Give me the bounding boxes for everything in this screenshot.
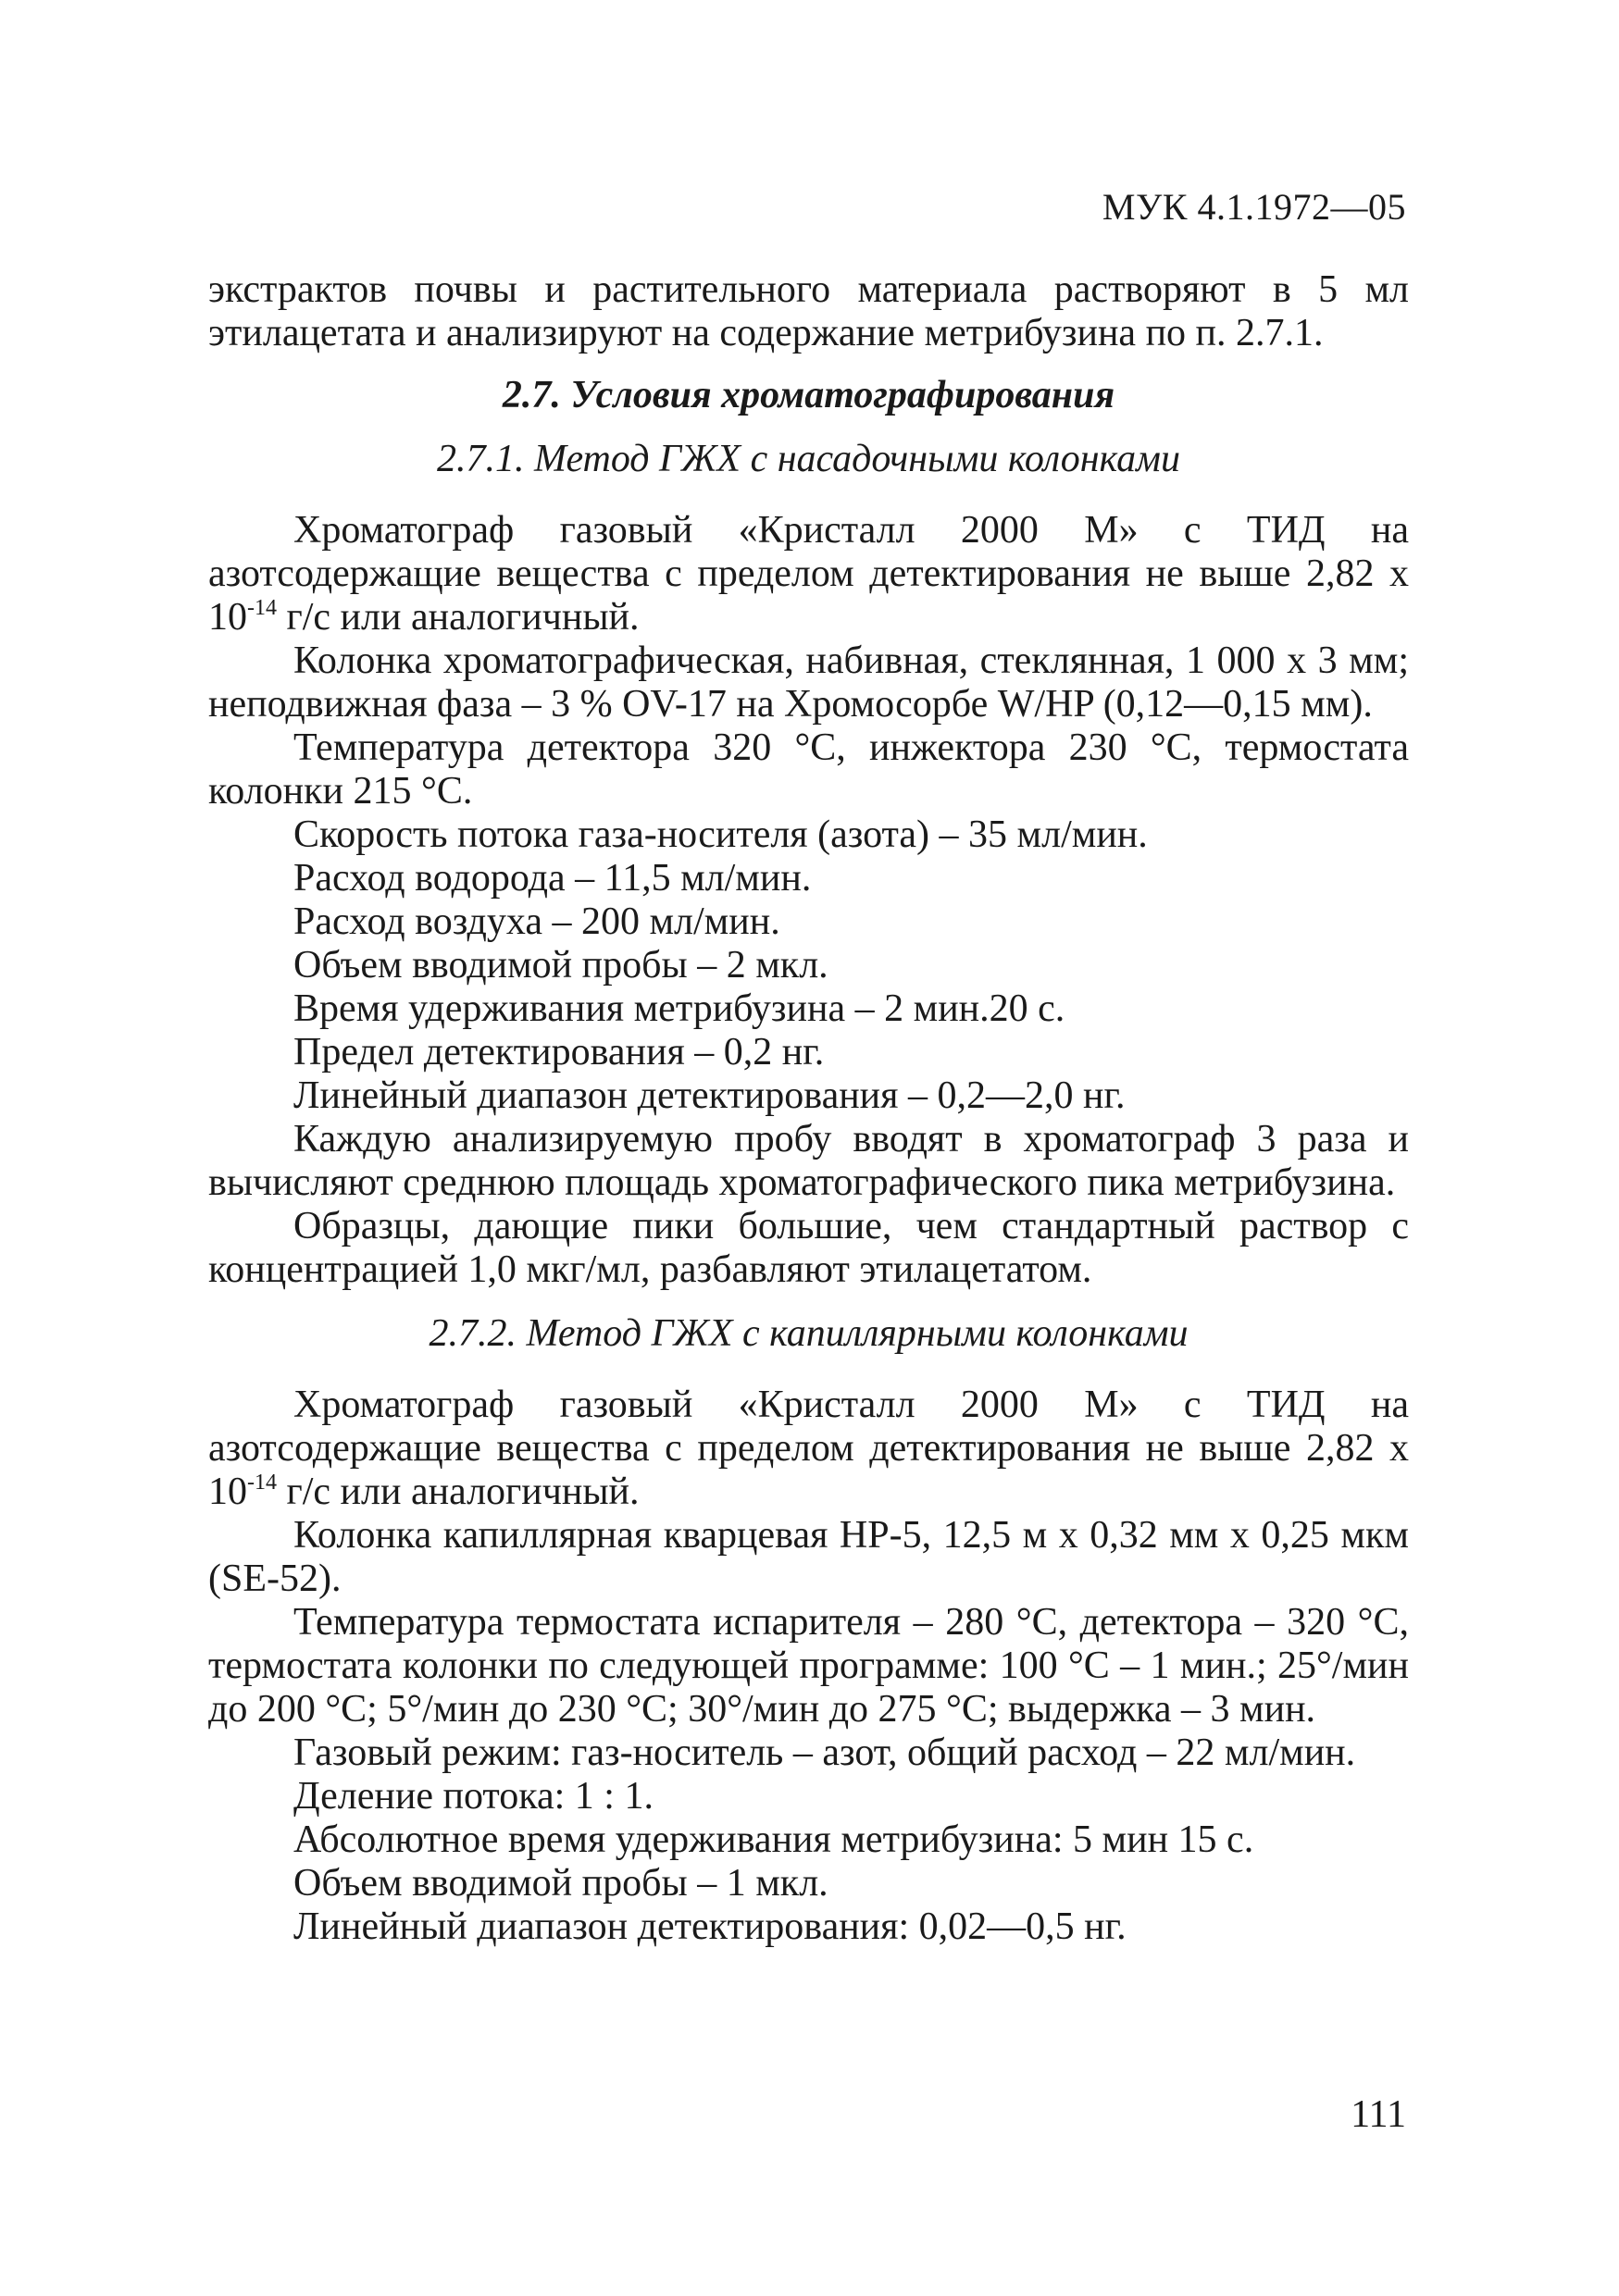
- linear-range-line-1: Линейный диапазон детектирования – 0,2—2,0 нг.: [293, 1074, 1126, 1117]
- subsection-title-2-7-1: 2.7.1. Метод ГЖХ с насадочными колонками: [437, 438, 1180, 480]
- chromatograph-paragraph-2: [208, 1384, 1409, 1514]
- carrier-gas-line-1: Скорость потока газа-носителя (азота) – 35 мл/мин.: [293, 813, 1148, 856]
- exponent-1: -14: [247, 596, 277, 620]
- dilution-paragraph: Образцы, дающие пики большие, чем стандартный раствор с концентрацией 1,0 мкг/мл, разбавляют этилацетатом.: [208, 1205, 1409, 1291]
- linear-range-line-2: Линейный диапазон детектирования: 0,02—0,5 нг.: [293, 1905, 1127, 1948]
- chromatograph-text-1a: Хроматограф газовый «Кристалл 2000 М» с ТИД на азотсодержащие вещества с пределом детектирования не выше 2,82 x 10: [208, 509, 1409, 639]
- column-paragraph-1: Колонка хроматографическая, набивная, стеклянная, 1 000 x 3 мм; неподвижная фаза – 3 % OV-17 на Хромосорбе W/HP (0,12—0,15 мм).: [208, 639, 1409, 726]
- section-title-2-7: 2.7. Условия хроматографирования: [502, 374, 1115, 416]
- temperature-paragraph-2: Температура термостата испарителя – 280 °С, детектора – 320 °С, термостата колонки по следующей программе: 100 °С – 1 мин.; 25°/мин до 200 °С; 5°/мин до 230 °С; 30°/мин до 275 °С; выдержка – 3 мин.: [208, 1601, 1409, 1731]
- gas-mode-line: Газовый режим: газ-носитель – азот, общий расход – 22 мл/мин.: [293, 1731, 1356, 1774]
- injection-repeat-paragraph: Каждую анализируемую пробу вводят в хроматограф 3 раза и вычисляют среднюю площадь хроматографического пика метрибузина.: [208, 1118, 1409, 1204]
- injection-volume-line-2: Объем вводимой пробы – 1 мкл.: [293, 1862, 828, 1905]
- chromatograph-text-2a: Хроматограф газовый «Кристалл 2000 М» с ТИД на азотсодержащие вещества с пределом детектирования не выше 2,82 x 10: [208, 1384, 1409, 1513]
- air-flow-line: Расход воздуха – 200 мл/мин.: [293, 900, 780, 943]
- column-paragraph-2: Колонка капиллярная кварцевая HP-5, 12,5 м x 0,32 мм x 0,25 мкм (SE-52).: [208, 1514, 1409, 1600]
- chromatograph-text-2b: г/с или аналогичный.: [277, 1471, 640, 1513]
- hydrogen-flow-line: Расход водорода – 11,5 мл/мин.: [293, 857, 812, 900]
- flow-split-line: Деление потока: 1 : 1.: [293, 1775, 654, 1818]
- subsection-title-2-7-2: 2.7.2. Метод ГЖХ с капиллярными колонками: [429, 1312, 1189, 1355]
- exponent-2: -14: [247, 1471, 277, 1495]
- injection-volume-line-1: Объем вводимой пробы – 2 мкл.: [293, 944, 828, 987]
- intro-paragraph: экстрактов почвы и растительного материала растворяют в 5 мл этилацетата и анализируют на содержание метрибузина по п. 2.7.1.: [208, 268, 1409, 354]
- page-number: 111: [1351, 2093, 1406, 2136]
- detection-limit-line: Предел детектирования – 0,2 нг.: [293, 1031, 825, 1074]
- temperature-paragraph-1: Температура детектора 320 °С, инжектора 230 °С, термостата колонки 215 °С.: [208, 726, 1409, 813]
- chromatograph-text-1b: г/с или аналогичный.: [277, 596, 640, 639]
- document-code-header: МУК 4.1.1972—05: [1102, 186, 1406, 228]
- chromatograph-paragraph-1: [208, 509, 1409, 639]
- retention-time-line-1: Время удерживания метрибузина – 2 мин.20 с.: [293, 987, 1065, 1030]
- body-text: [208, 268, 1409, 1949]
- retention-time-line-2: Абсолютное время удерживания метрибузина: 5 мин 15 с.: [293, 1818, 1254, 1861]
